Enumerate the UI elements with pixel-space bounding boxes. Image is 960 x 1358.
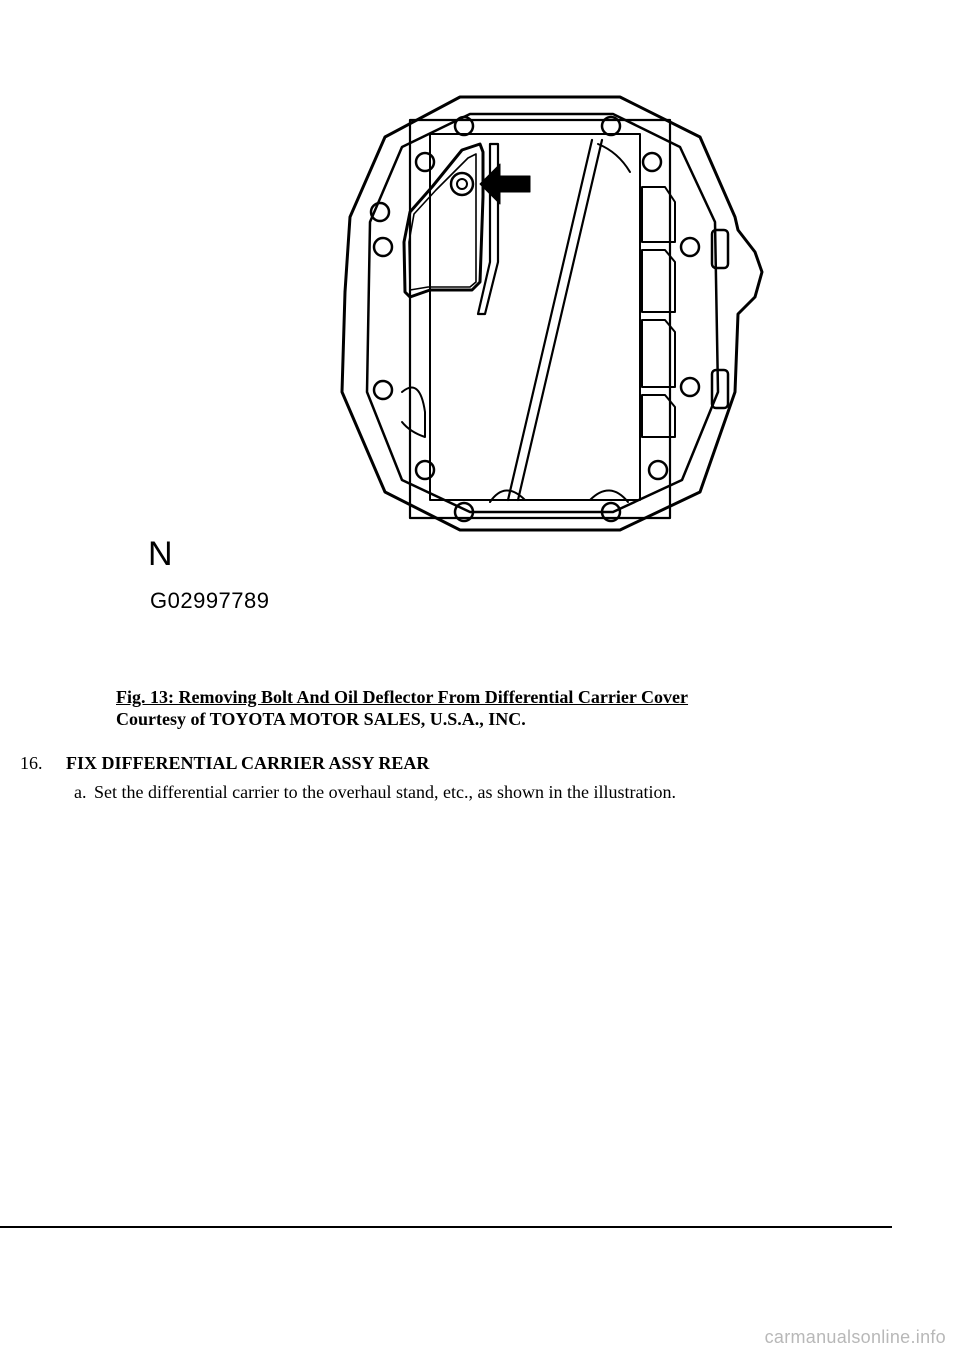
figure-caption	[116, 686, 688, 730]
procedure-substep	[74, 781, 676, 803]
caption-courtesy: Courtesy of TOYOTA MOTOR SALES, U.S.A., INC.	[116, 709, 526, 729]
differential-carrier-cover-illustration	[330, 92, 775, 537]
caption-title: Fig. 13: Removing Bolt And Oil Deflector From Differential Carrier Cover	[116, 687, 689, 707]
watermark: carmanualsonline.info	[764, 1327, 946, 1347]
substep-letter: a.	[74, 782, 87, 802]
figure-direction-label: N	[148, 535, 173, 573]
step-number: 16.	[20, 753, 43, 773]
step-title: FIX DIFFERENTIAL CARRIER ASSY REAR	[66, 753, 430, 773]
substep-text: Set the differential carrier to the overhaul stand, etc., as shown in the illustration.	[94, 782, 676, 802]
procedure-step	[20, 752, 429, 774]
footer-divider	[0, 1226, 892, 1228]
figure-code: G02997789	[150, 588, 270, 613]
